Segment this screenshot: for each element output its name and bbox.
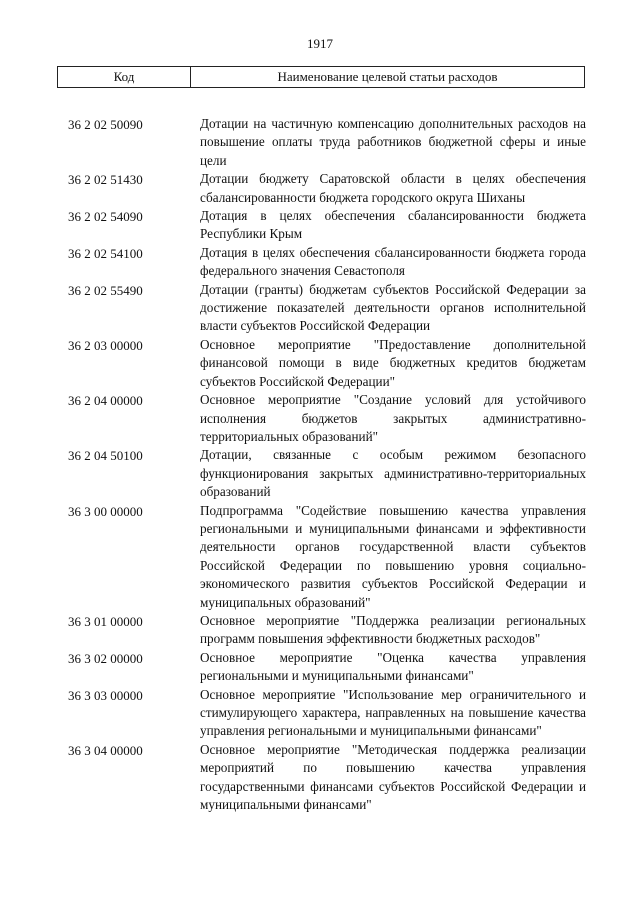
table-row bbox=[0, 244, 640, 281]
row-description: Подпрограмма "Содействие повышению качества управления региональными и муниципальными финансами и эффективности деятельности органов государственной власти субъектов Российской Федерации по повышению уровня социально-экономического развития субъектов Российской Федерации и муниципальных образований" bbox=[200, 502, 586, 610]
row-code: 36 2 04 50100 bbox=[68, 448, 143, 464]
row-code: 36 3 02 00000 bbox=[68, 650, 143, 666]
row-description: Основное мероприятие "Методическая поддержка реализации мероприятий по повышению качества управления государственными финансами субъектов Российской Федерации и муниципальными финансами" bbox=[200, 741, 586, 813]
row-description: Основное мероприятие "Использование мер ограничительного и стимулирующего характера, направленных на повышение качества управления региональными и муниципальными финансами" bbox=[200, 686, 586, 739]
row-code: 36 3 01 00000 bbox=[68, 613, 143, 629]
row-code: 36 3 00 00000 bbox=[68, 503, 143, 519]
table-row bbox=[0, 612, 640, 649]
header-code: Код bbox=[58, 67, 191, 87]
page-number: 1917 bbox=[307, 36, 333, 51]
table-header bbox=[57, 66, 585, 88]
row-description: Дотации, связанные с особым режимом безопасного функционирования закрытых административно-территориальных образований bbox=[200, 447, 586, 500]
row-description: Дотации бюджету Саратовской области в целях обеспечения сбалансированности бюджета городского округа Шиханы bbox=[200, 171, 586, 205]
row-description: Дотация в целях обеспечения сбалансированности бюджета Республики Крым bbox=[200, 208, 586, 242]
row-description: Основное мероприятие "Предоставление дополнительной финансовой помощи в виде бюджетных кредитов бюджетам субъектов Российской Федерации" bbox=[200, 336, 586, 389]
table-row bbox=[0, 391, 640, 446]
row-code: 36 2 02 51430 bbox=[68, 172, 143, 188]
table-row bbox=[0, 115, 640, 170]
row-description: Основное мероприятие "Создание условий для устойчивого исполнения бюджетов закрытых административно-территориальных образований" bbox=[200, 392, 586, 444]
row-code: 36 2 02 54100 bbox=[68, 245, 143, 261]
table-row bbox=[0, 446, 640, 501]
table-row bbox=[0, 207, 640, 244]
row-code: 36 3 04 00000 bbox=[68, 742, 143, 758]
table-row bbox=[0, 281, 640, 336]
table-row bbox=[0, 649, 640, 686]
table-row bbox=[0, 336, 640, 391]
header-name: Наименование целевой статьи расходов bbox=[277, 69, 498, 84]
row-description: Основное мероприятие "Поддержка реализации региональных программ повышения эффективности бюджетных расходов" bbox=[200, 612, 586, 647]
table-row bbox=[0, 170, 640, 207]
row-code: 36 2 02 55490 bbox=[68, 282, 143, 298]
row-code: 36 2 02 54090 bbox=[68, 209, 143, 225]
row-code: 36 2 02 50090 bbox=[68, 117, 143, 132]
row-code: 36 2 04 00000 bbox=[68, 393, 143, 409]
table-row bbox=[0, 741, 640, 815]
row-code: 36 2 03 00000 bbox=[68, 337, 143, 353]
table-row bbox=[0, 502, 640, 612]
row-description: Дотации (гранты) бюджетам субъектов Российской Федерации за достижение показателей деятельности органов исполнительной власти субъектов Российской Федерации bbox=[200, 281, 586, 334]
row-description: Дотация в целях обеспечения сбалансированности бюджета города федерального значения Севастополя bbox=[200, 244, 586, 279]
table-row bbox=[0, 686, 640, 741]
row-code: 36 3 03 00000 bbox=[68, 687, 143, 703]
row-description: Дотации на частичную компенсацию дополнительных расходов на повышение оплаты труда работников бюджетной сферы и иные цели bbox=[200, 116, 586, 168]
row-description: Основное мероприятие "Оценка качества управления региональными и муниципальными финансами" bbox=[200, 649, 586, 684]
table-body bbox=[0, 115, 640, 814]
